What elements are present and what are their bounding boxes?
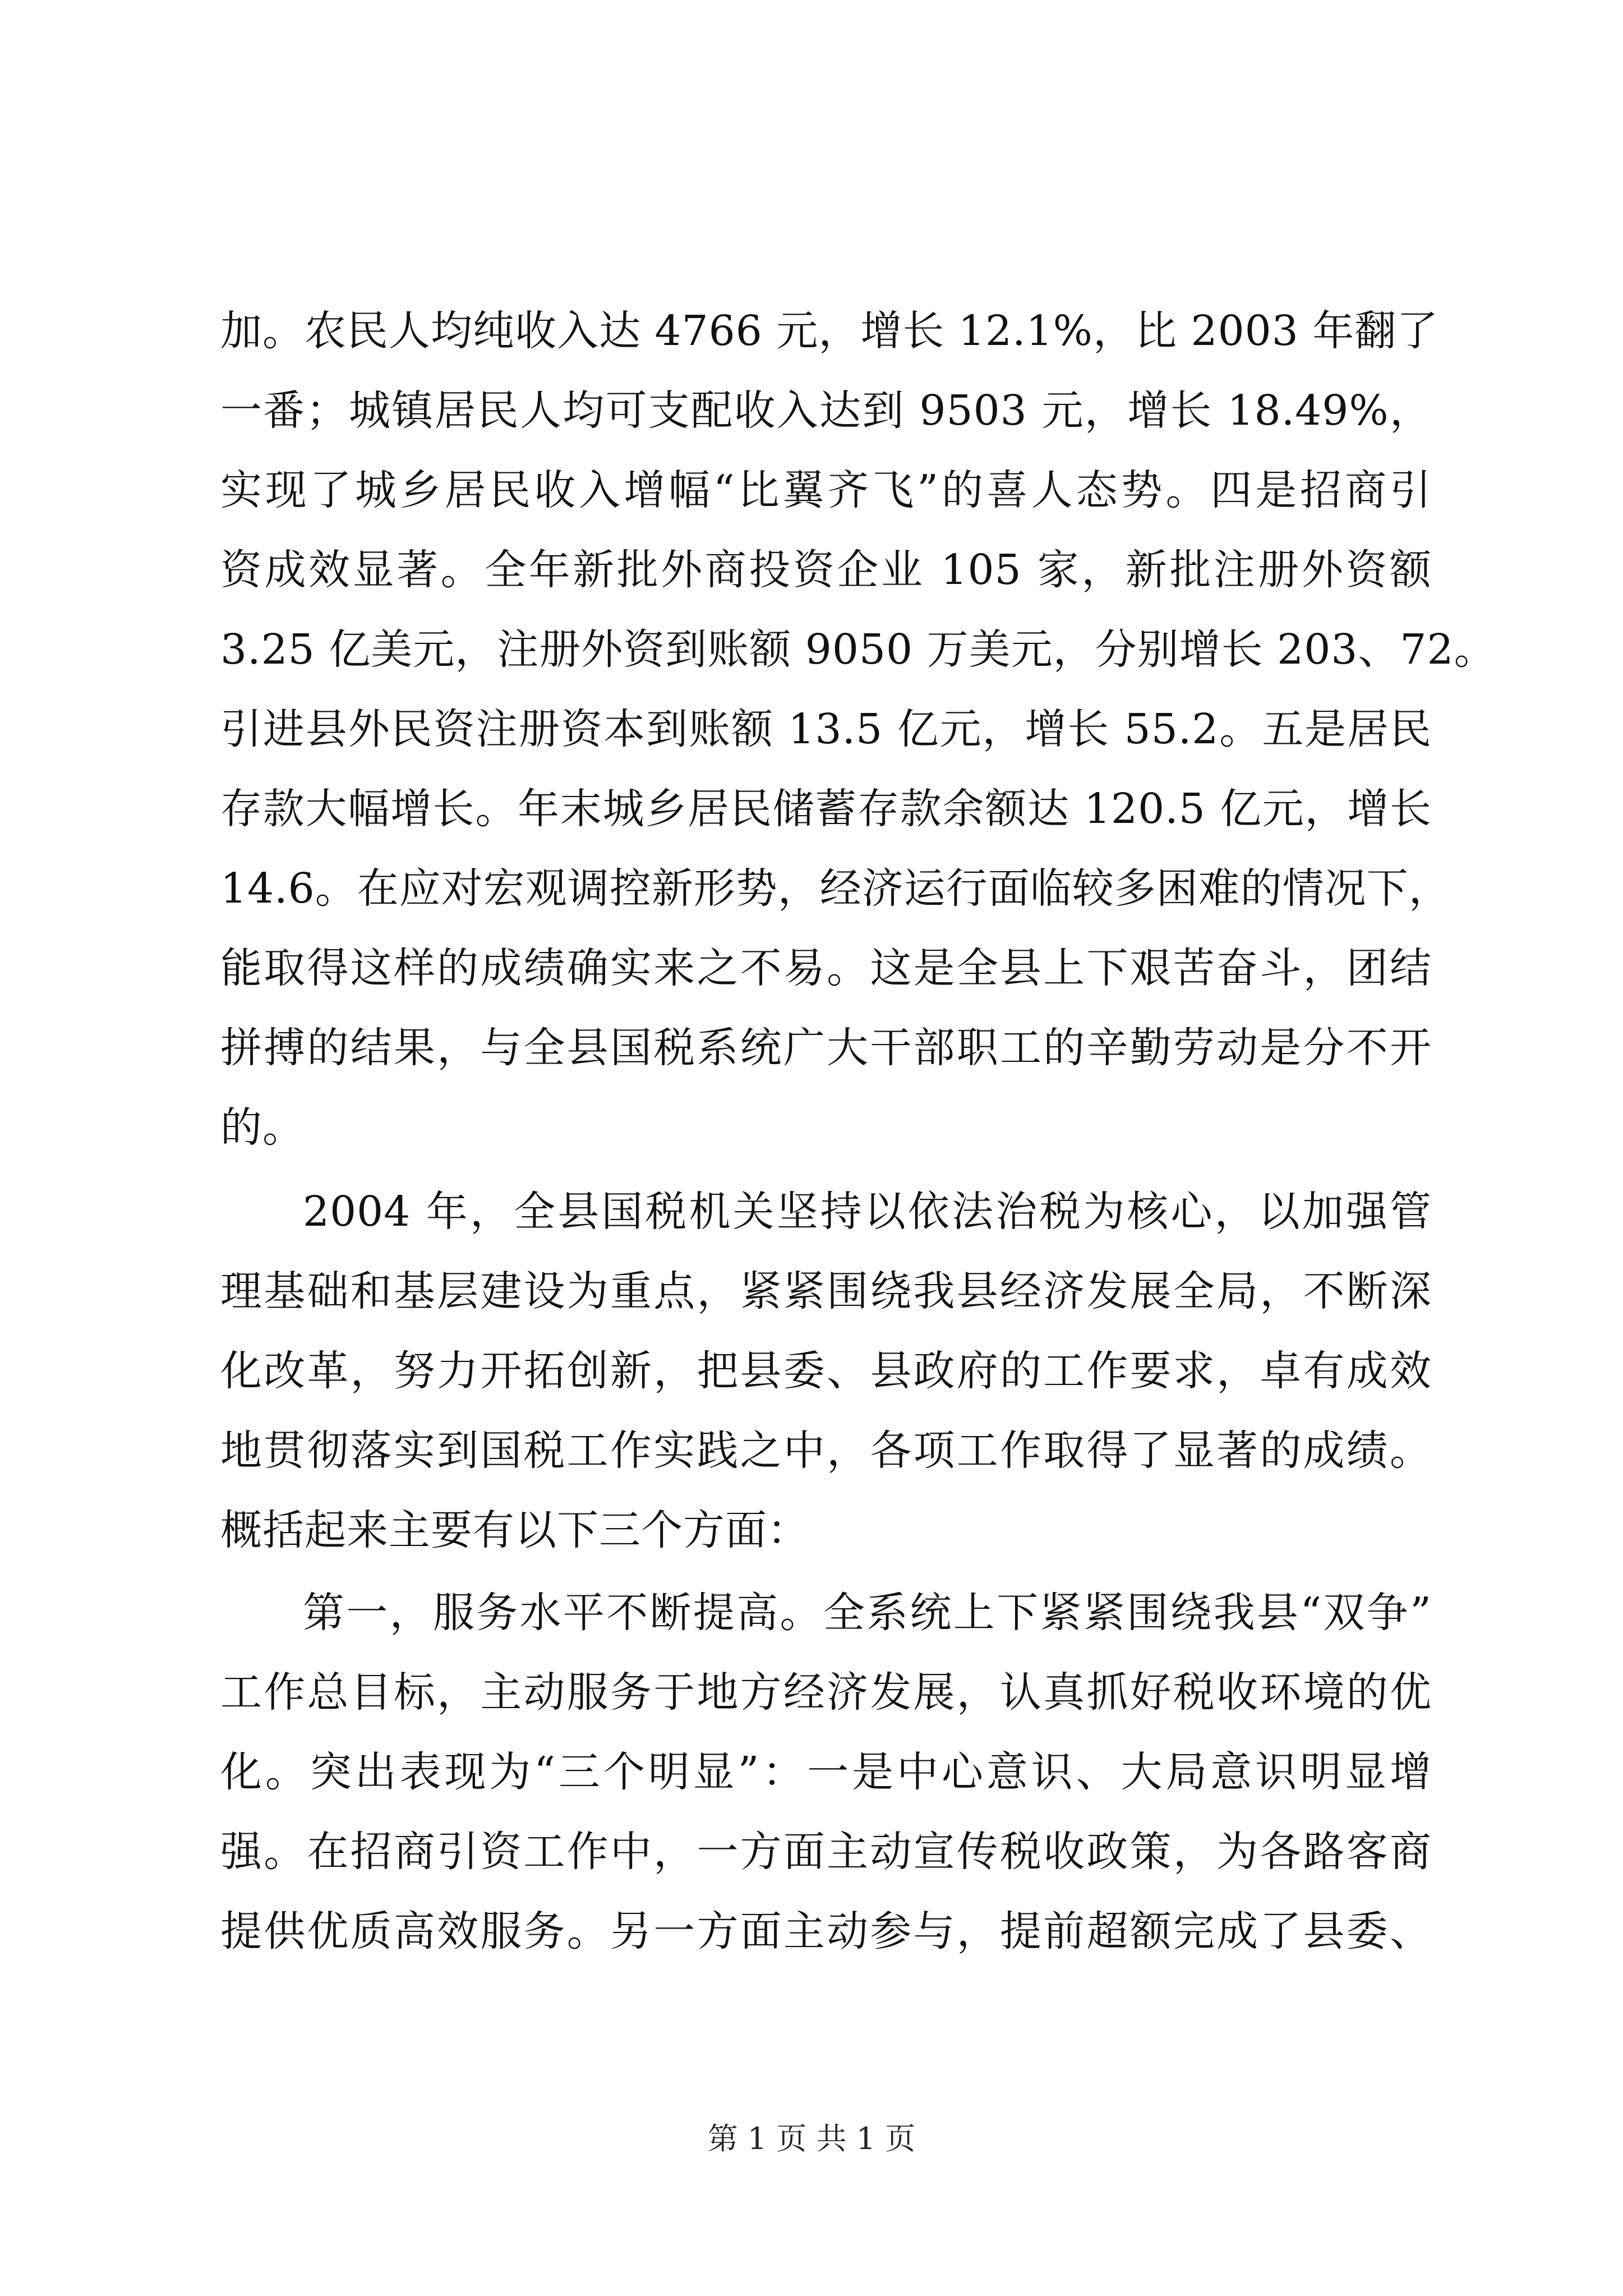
body-line-8: 14.6。在应对宏观调控新形势，经济运行面临较多困难的情况下，: [220, 864, 1451, 913]
body-line-14: 化改革，努力开拓创新，把县委、县政府的工作要求，卓有成效: [220, 1347, 1432, 1395]
body-line-15: 地贯彻落实到国税工作实践之中，各项工作取得了显著的成绩。: [220, 1427, 1432, 1475]
body-line-20: 强。在招商引资工作中，一方面主动宣传税收政策，为各路客商: [220, 1828, 1432, 1876]
body-line-16: 概括起来主要有以下三个方面：: [220, 1506, 809, 1554]
body-line-1: 加。农民人均纯收入达 4766 元，增长 12.1%，比 2003 年翻了: [220, 307, 1439, 355]
body-line-12: 2004 年，全县国税机关坚持以依法治税为核心，以加强管: [303, 1188, 1432, 1236]
body-line-3: 实现了城乡居民收入增幅“比翼齐飞”的喜人态势。四是招商引: [220, 466, 1432, 514]
body-line-9: 能取得这样的成绩确实来之不易。这是全县上下艰苦奋斗，团结: [220, 944, 1432, 992]
body-line-19: 化。突出表现为“三个明显”：一是中心意识、大局意识明显增: [220, 1748, 1432, 1796]
body-line-17: 第一，服务水平不断提高。全系统上下紧紧围绕我县“双争”: [303, 1589, 1432, 1637]
body-line-11: 的。: [220, 1103, 305, 1152]
body-line-13: 理基础和基层建设为重点，紧紧围绕我县经济发展全局，不断深: [220, 1267, 1432, 1315]
body-line-6: 引进县外民资注册资本到账额 13.5 亿元，增长 55.2。五是居民: [220, 705, 1432, 753]
body-line-21: 提供优质高效服务。另一方面主动参与，提前超额完成了县委、: [220, 1907, 1432, 1955]
body-line-7: 存款大幅增长。年末城乡居民储蓄存款余额达 120.5 亿元，增长: [220, 785, 1432, 833]
body-line-5: 3.25 亿美元，注册外资到账额 9050 万美元，分别增长 203、72。: [220, 625, 1496, 674]
body-line-2: 一番；城镇居民人均可支配收入达到 9503 元，增长 18.49%，: [220, 386, 1432, 435]
page-number-footer: 第 1 页 共 1 页: [707, 2121, 916, 2156]
body-line-10: 拼搏的结果，与全县国税系统广大干部职工的辛勤劳动是分不开: [220, 1024, 1432, 1072]
body-line-18: 工作总目标，主动服务于地方经济发展，认真抓好税收环境的优: [220, 1668, 1432, 1717]
body-line-4: 资成效显著。全年新批外商投资企业 105 家，新批注册外资额: [220, 546, 1432, 594]
